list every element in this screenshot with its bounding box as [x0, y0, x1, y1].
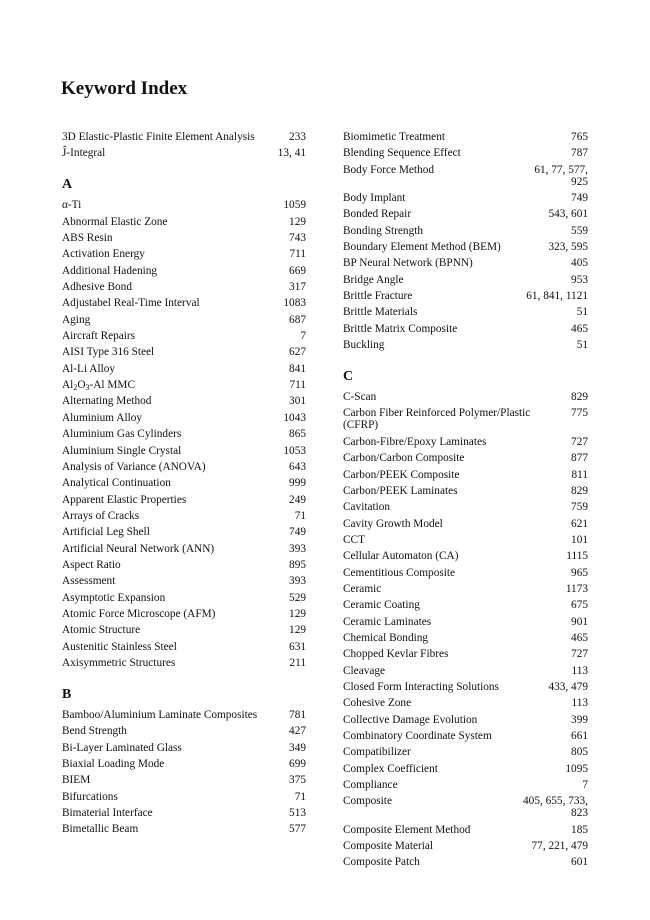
entry-pages: 1043	[283, 411, 306, 424]
index-entry	[62, 445, 306, 457]
entry-pages: 233	[289, 131, 306, 143]
index-entry	[62, 281, 306, 293]
entry-pages: 999	[289, 477, 306, 490]
index-entry	[343, 469, 588, 481]
entry-term: Cavitation	[343, 501, 391, 514]
entry-term: Additional Hadening	[62, 264, 158, 277]
entry-pages: 675	[571, 599, 588, 612]
entry-term: Alternating Method	[62, 395, 152, 408]
entry-pages: 185	[571, 823, 588, 836]
index-entry	[343, 665, 588, 677]
entry-term: Adjustabel Real-Time Interval	[62, 297, 200, 310]
entry-term: Abnormal Elastic Zone	[62, 215, 168, 228]
entry-pages: 465	[571, 631, 588, 644]
entry-pages: 1053	[283, 444, 306, 457]
entry-pages: 661	[571, 730, 588, 742]
entry-term: Brittle Materials	[343, 306, 418, 319]
entry-term: Composite Material	[343, 840, 434, 853]
index-entry	[343, 225, 588, 237]
entry-pages: 559	[571, 224, 588, 237]
index-entry	[343, 306, 588, 318]
entry-term: Cementitious Composite	[343, 566, 456, 579]
entry-pages: 71	[294, 790, 306, 803]
entry-term: Aluminium Gas Cylinders	[62, 428, 182, 441]
entry-term: Aircraft Repairs	[62, 330, 136, 343]
index-entry	[62, 412, 306, 424]
index-entry	[343, 147, 588, 159]
index-entry	[343, 208, 588, 220]
index-entry	[343, 567, 588, 579]
entry-pages: 805	[571, 746, 588, 759]
index-entry	[343, 407, 588, 431]
entry-term: Bimaterial Interface	[62, 807, 153, 820]
entry-pages: 249	[289, 493, 306, 506]
index-entry	[343, 534, 588, 546]
entry-term: Artificial Leg Shell	[62, 526, 150, 539]
index-entry	[62, 742, 306, 754]
index-entry	[62, 725, 306, 737]
index-entry	[62, 641, 306, 653]
entry-term: Bonded Repair	[343, 208, 412, 221]
entry-pages: 781	[289, 708, 306, 721]
entry-pages: 513	[289, 807, 306, 820]
entry-pages: 77, 221, 479	[531, 840, 588, 853]
entry-term: Composite	[343, 795, 392, 808]
entry-term: Asymptotic Expansion	[62, 591, 166, 604]
entry-pages: 627	[289, 346, 306, 359]
entry-term: Chopped Kevlar Fibres	[343, 648, 449, 661]
entry-pages: 711	[289, 248, 306, 261]
entry-term: CCT	[343, 533, 365, 546]
index-section	[343, 131, 588, 351]
index-entry	[62, 559, 306, 571]
index-entry	[62, 494, 306, 506]
index-entry	[62, 624, 306, 636]
entry-term: Ceramic Coating	[343, 599, 420, 612]
index-entry	[343, 192, 588, 204]
entry-term: Ceramic Laminates	[343, 615, 432, 628]
entry-term: Analytical Continuation	[62, 477, 171, 490]
index-entry	[62, 543, 306, 555]
entry-pages: 61, 841, 1121	[526, 290, 588, 303]
entry-term: Apparent Elastic Properties	[62, 493, 187, 506]
entry-pages: 1095	[565, 762, 588, 775]
entry-pages: 211	[289, 656, 306, 669]
entry-pages: 427	[289, 725, 306, 738]
entry-term: Analysis of Variance (ANOVA)	[62, 460, 206, 473]
entry-term: Cohesive Zone	[343, 697, 412, 710]
entry-pages: 577	[289, 823, 306, 836]
entry-pages: 811	[571, 468, 588, 481]
entry-pages: 101	[571, 533, 588, 546]
index-entry	[343, 746, 588, 758]
entry-term: Arrays of Cracks	[62, 509, 140, 522]
entry-term: Biomimetic Treatment	[343, 131, 445, 143]
entry-term: Brittle Matrix Composite	[343, 322, 458, 335]
entry-term: Closed Form Interacting Solutions	[343, 680, 499, 693]
index-entry	[62, 526, 306, 538]
entry-pages: 7	[300, 330, 306, 343]
entry-term: Bamboo/Aluminium Laminate Composites	[62, 708, 258, 721]
entry-term: Collective Damage Evolution	[343, 713, 478, 726]
entry-term: Aging	[62, 313, 91, 326]
entry-pages: 1083	[283, 297, 306, 310]
index-entry	[62, 510, 306, 522]
entry-pages: 727	[571, 648, 588, 661]
index-entry	[62, 147, 306, 159]
index-entry	[343, 616, 588, 628]
entry-term: Carbon/Carbon Composite	[343, 452, 465, 465]
index-entry	[62, 248, 306, 260]
index-entry	[343, 648, 588, 660]
index-entry	[62, 199, 306, 211]
index-section	[343, 369, 588, 868]
entry-pages: 787	[571, 147, 588, 160]
entry-term: Bi-Layer Laminated Glass	[62, 741, 182, 754]
index-entry	[343, 131, 588, 143]
entry-term: Carbon/PEEK Laminates	[343, 484, 458, 497]
entry-pages: 765	[571, 131, 588, 143]
entry-pages: 901	[571, 615, 588, 628]
entry-pages: 965	[571, 566, 588, 579]
page-title: Keyword Index	[61, 78, 188, 99]
index-entry	[343, 436, 588, 448]
index-entry	[343, 339, 588, 351]
index-entry	[343, 856, 588, 868]
entry-term: Cellular Automaton (CA)	[343, 550, 459, 563]
entry-term: Body Implant	[343, 192, 406, 205]
entry-pages: 1173	[565, 582, 588, 595]
entry-term: Bridge Angle	[343, 273, 404, 286]
index-entry	[62, 363, 306, 375]
entry-pages: 841	[289, 362, 306, 375]
entry-term: Austenitic Stainless Steel	[62, 640, 177, 653]
entry-term: Cavity Growth Model	[343, 517, 443, 530]
index-entry	[62, 807, 306, 819]
entry-term: Composite Patch	[343, 856, 420, 869]
entry-pages: 895	[289, 558, 306, 571]
entry-pages: 877	[571, 452, 588, 465]
entry-pages: 687	[289, 313, 306, 326]
index-entry	[62, 461, 306, 473]
entry-pages: 749	[289, 526, 306, 539]
entry-term: Blending Sequence Effect	[343, 147, 461, 160]
entry-term: Compatibilizer	[343, 746, 411, 759]
entry-pages: 399	[571, 713, 588, 726]
index-entry	[343, 257, 588, 269]
entry-term: Buckling	[343, 339, 385, 352]
entry-term: Bifurcations	[62, 790, 118, 803]
entry-pages: 749	[571, 192, 588, 205]
entry-term: Carbon-Fibre/Epoxy Laminates	[343, 435, 487, 448]
entry-pages: 601	[571, 856, 588, 869]
index-entry	[343, 290, 588, 302]
entry-pages: 699	[289, 758, 306, 770]
index-entry	[343, 583, 588, 595]
entry-pages: 759	[571, 501, 588, 514]
index-entry	[343, 763, 588, 775]
entry-pages: 865	[289, 428, 306, 441]
entry-term: Aluminium Single Crystal	[62, 444, 182, 457]
entry-pages: 301	[289, 395, 306, 408]
entry-pages: 129	[289, 607, 306, 620]
index-section	[62, 131, 306, 159]
entry-pages: 1115	[566, 550, 588, 563]
entry-pages: 349	[289, 741, 306, 754]
entry-pages: 323, 595	[548, 241, 588, 254]
index-entry	[343, 274, 588, 286]
entry-term: Body Force Method	[343, 163, 434, 176]
entry-term: Bend Strength	[62, 725, 127, 738]
index-entry	[343, 323, 588, 335]
entry-term: BIEM	[62, 774, 91, 787]
entry-term: Biaxial Loading Mode	[62, 758, 165, 770]
entry-pages: 643	[289, 460, 306, 473]
index-entry	[62, 265, 306, 277]
index-entry	[62, 346, 306, 358]
entry-pages: 51	[576, 306, 588, 319]
index-entry	[343, 391, 588, 403]
entry-term: AISI Type 316 Steel	[62, 346, 155, 359]
index-entry	[62, 592, 306, 604]
entry-pages: 61, 77, 577, 925	[534, 163, 588, 188]
entry-term: Compliance	[343, 779, 398, 792]
entry-term: Chemical Bonding	[343, 631, 429, 644]
index-entry	[343, 697, 588, 709]
entry-term: Adhesive Bond	[62, 281, 132, 294]
entry-pages: 621	[571, 517, 588, 530]
entry-term: Combinatory Coordinate System	[343, 730, 492, 742]
entry-pages: 405, 655, 733, 823	[523, 795, 588, 820]
index-entry	[343, 485, 588, 497]
entry-pages: 433, 479	[548, 680, 588, 693]
entry-term: Assessment	[62, 575, 116, 588]
index-entry	[343, 730, 588, 742]
entry-term: Cleavage	[343, 664, 386, 677]
entry-term: Atomic Force Microscope (AFM)	[62, 607, 216, 620]
index-entry	[343, 599, 588, 611]
entry-term: α-Ti	[62, 199, 82, 212]
entry-term: $Al_2O_3-Al$ MMC	[62, 379, 135, 393]
index-entry	[343, 714, 588, 726]
index-entry	[62, 657, 306, 669]
entry-pages: 465	[571, 322, 588, 335]
entry-pages: 953	[571, 273, 588, 286]
entry-term: Activation Energy	[62, 248, 145, 261]
index-entry	[343, 795, 588, 819]
entry-pages: 829	[571, 484, 588, 497]
entry-pages: 543, 601	[548, 208, 588, 221]
entry-term: 3D Elastic-Plastic Finite Element Analysis	[62, 131, 255, 143]
section-letter: A	[62, 177, 73, 193]
index-section	[62, 177, 306, 669]
index-entry	[62, 395, 306, 407]
entry-term: Bonding Strength	[343, 224, 424, 237]
entry-term: Atomic Structure	[62, 624, 141, 637]
entry-pages: 393	[289, 542, 306, 555]
entry-pages: 393	[289, 575, 306, 588]
entry-pages: 13, 41	[277, 147, 306, 160]
index-entry	[343, 164, 588, 188]
entry-term: Carbon/PEEK Composite	[343, 468, 460, 481]
index-entry	[62, 575, 306, 587]
entry-pages: 669	[289, 264, 306, 277]
entry-term: Complex Coefficient	[343, 762, 438, 775]
entry-pages: 829	[571, 391, 588, 404]
entry-pages: 775	[571, 407, 588, 420]
entry-pages: 129	[289, 215, 306, 228]
entry-term: Aluminium Alloy	[62, 411, 143, 424]
entry-pages: 727	[571, 435, 588, 448]
entry-pages: 405	[571, 257, 588, 270]
index-entry	[343, 518, 588, 530]
index-entry	[343, 501, 588, 513]
index-entry	[62, 428, 306, 440]
entry-pages: 1059	[283, 199, 306, 212]
index-entry	[62, 131, 306, 143]
index-entry	[62, 791, 306, 803]
entry-term: C-Scan	[343, 391, 377, 404]
entry-pages: 113	[571, 697, 588, 710]
index-entry	[343, 779, 588, 791]
entry-pages: 71	[294, 509, 306, 522]
entry-pages: 743	[289, 232, 306, 245]
index-entry	[62, 823, 306, 835]
entry-pages: 375	[289, 774, 306, 787]
entry-term: Artificial Neural Network (ANN)	[62, 542, 215, 555]
section-letter: C	[343, 369, 354, 385]
index-entry	[62, 314, 306, 326]
index-column-right	[343, 131, 588, 873]
entry-pages: 317	[289, 281, 306, 294]
entry-term: Bimetallic Beam	[62, 823, 139, 836]
index-entry	[62, 477, 306, 489]
entry-term: Ĵ-Integral	[62, 147, 106, 160]
index-entry	[62, 709, 306, 721]
index-entry	[343, 550, 588, 562]
index-entry	[343, 840, 588, 852]
entry-term: Brittle Fracture	[343, 290, 413, 303]
entry-pages: 7	[582, 779, 588, 792]
entry-pages: 631	[289, 640, 306, 653]
index-entry	[343, 241, 588, 253]
index-section	[62, 687, 306, 835]
index-entry	[62, 232, 306, 244]
index-entry	[62, 330, 306, 342]
index-entry	[62, 379, 306, 391]
entry-term: Aspect Ratio	[62, 558, 121, 571]
index-entry	[343, 452, 588, 464]
entry-pages: 113	[571, 664, 588, 677]
entry-term: ABS Resin	[62, 232, 113, 245]
entry-term: Composite Element Method	[343, 823, 471, 836]
index-entry	[343, 632, 588, 644]
entry-term: Boundary Element Method (BEM)	[343, 241, 501, 254]
entry-pages: 711	[289, 379, 306, 392]
index-column-left	[62, 131, 306, 840]
entry-term: Carbon Fiber Reinforced Polymer/Plastic (CFRP)	[343, 407, 531, 432]
entry-term: Al-Li Alloy	[62, 362, 116, 375]
entry-pages: 51	[576, 339, 588, 352]
entry-term: Axisymmetric Structures	[62, 656, 176, 669]
index-entry	[62, 216, 306, 228]
entry-pages: 129	[289, 624, 306, 637]
index-entry	[62, 774, 306, 786]
section-letter: B	[62, 686, 72, 702]
index-entry	[343, 681, 588, 693]
index-entry	[343, 824, 588, 836]
index-entry	[62, 608, 306, 620]
entry-term: Ceramic	[343, 582, 382, 595]
index-entry	[62, 297, 306, 309]
entry-term: BP Neural Network (BPNN)	[343, 257, 473, 270]
index-entry	[62, 758, 306, 770]
entry-pages: 529	[289, 591, 306, 604]
